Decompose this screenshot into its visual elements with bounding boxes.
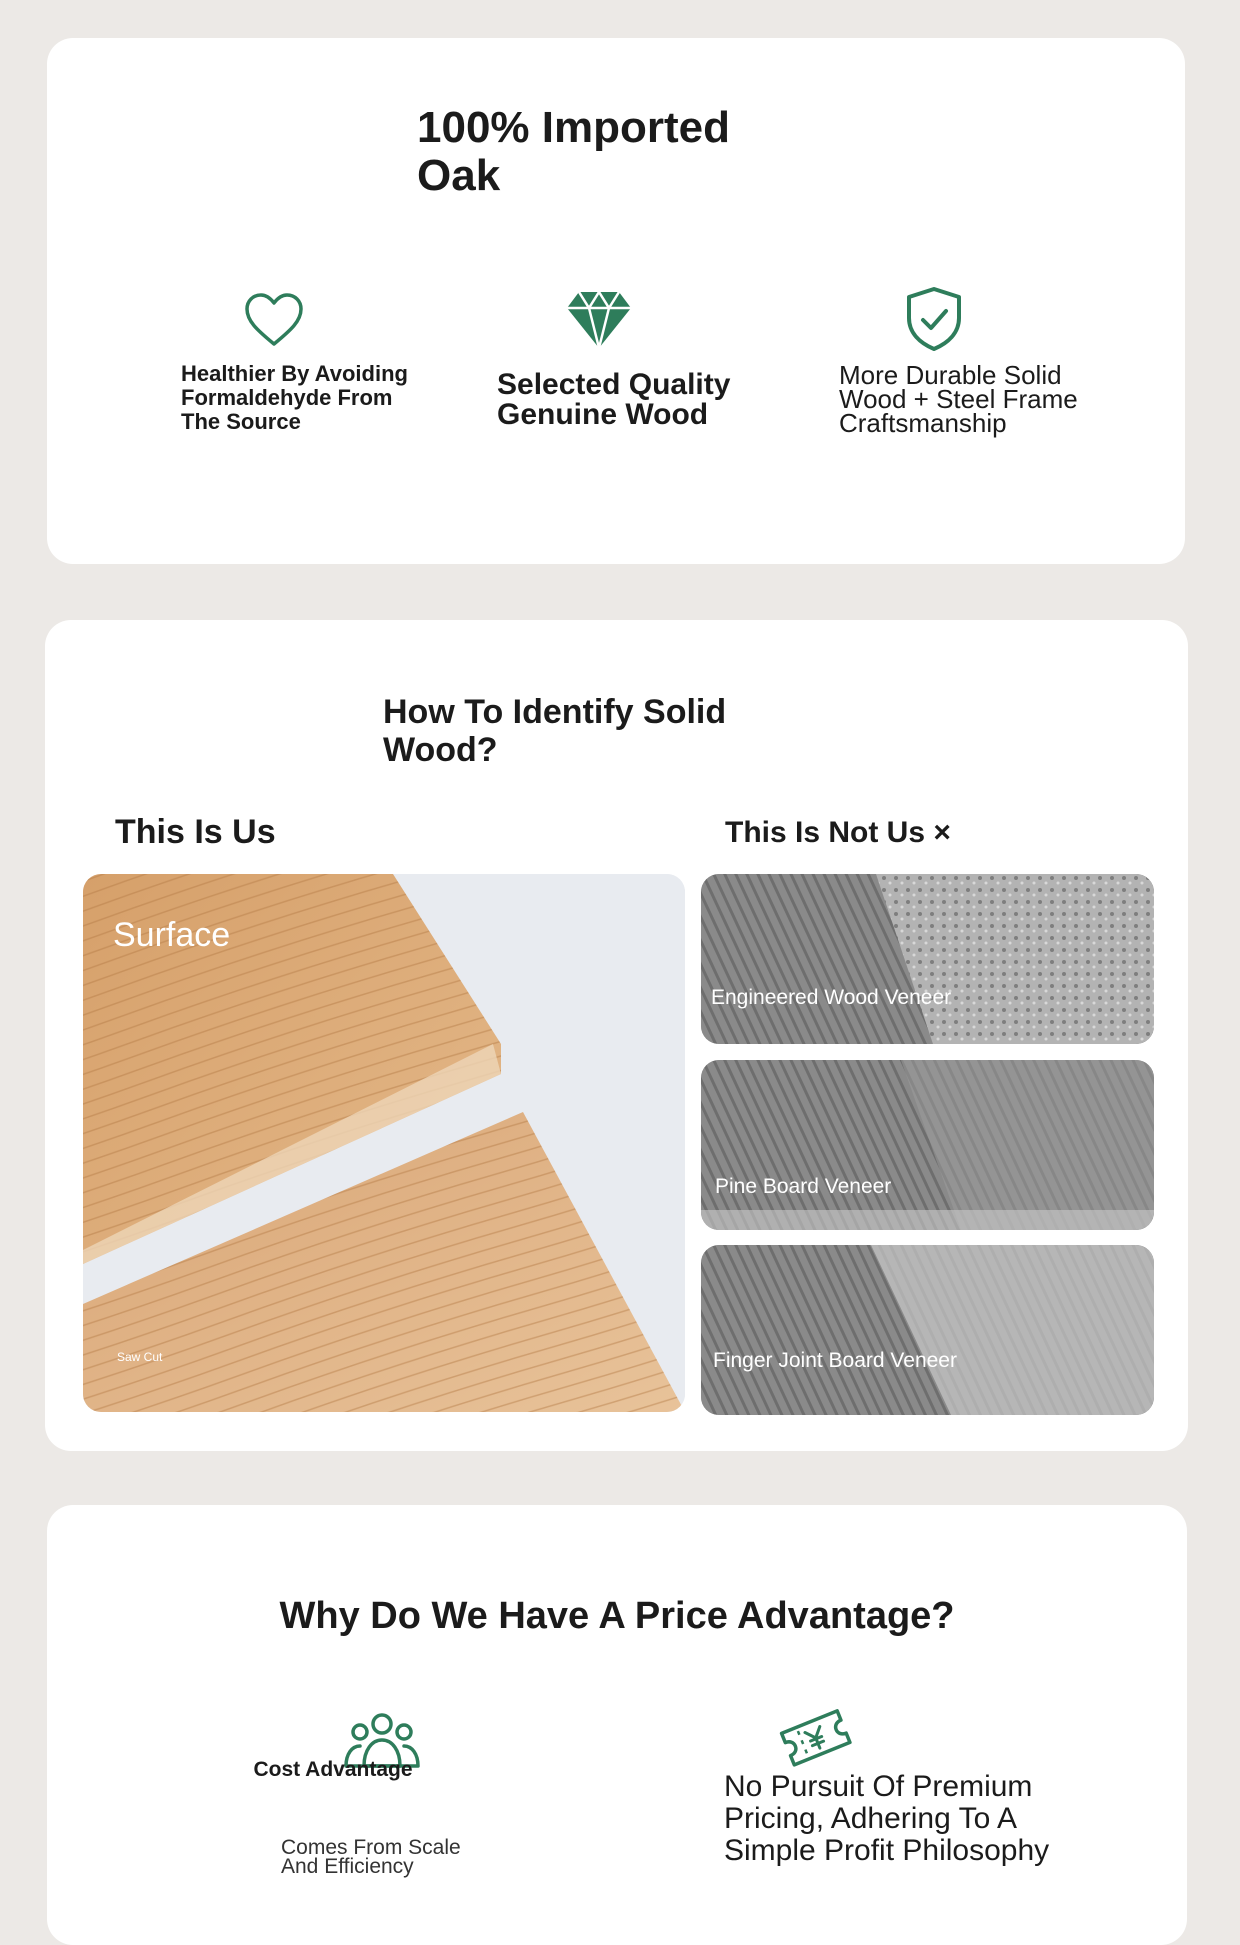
diamond-icon (565, 290, 633, 350)
cost-advantage-desc: Comes From Scale And Efficiency (281, 1836, 461, 1878)
section-title: 100% Imported Oak (417, 103, 730, 200)
cost-advantage-title: Cost Advantage (253, 1758, 413, 1781)
feature-text-durable: More Durable Solid Wood + Steel Frame Craftsmanship (839, 360, 1078, 438)
engineered-wood-photo (701, 874, 1154, 1044)
saw-cut-label: Saw Cut (117, 1350, 163, 1364)
shield-check-icon (905, 286, 963, 352)
section-title: How To Identify Solid Wood? (383, 693, 727, 769)
pine-board-label: Pine Board Veneer (715, 1175, 892, 1198)
identify-solid-wood-card (45, 620, 1188, 1451)
finger-joint-photo (701, 1245, 1154, 1415)
pine-board-illustration (701, 1060, 1154, 1230)
engineered-wood-illustration (701, 874, 1154, 1044)
imported-oak-card (47, 38, 1185, 564)
this-is-us-label: This Is Us (115, 813, 276, 851)
heart-icon (243, 292, 305, 348)
solid-oak-photo (83, 874, 685, 1412)
surface-label: Surface (113, 916, 231, 954)
feature-text-quality: Selected Quality Genuine Wood (497, 368, 731, 431)
premium-pricing-desc: No Pursuit Of Premium Pricing, Adhering To A Simple Profit Philosophy (724, 1770, 1050, 1867)
this-is-not-us-label: This Is Not Us × (725, 816, 951, 849)
finger-joint-label: Finger Joint Board Veneer (713, 1349, 957, 1372)
section-title: Why Do We Have A Price Advantage? (279, 1595, 955, 1637)
price-advantage-card (47, 1505, 1187, 1945)
engineered-wood-label: Engineered Wood Veneer (711, 986, 952, 1009)
finger-joint-illustration (701, 1245, 1154, 1415)
pine-board-photo (701, 1060, 1154, 1230)
ticket-yen-icon (777, 1705, 853, 1767)
feature-text-health: Healthier By Avoiding Formaldehyde From The Source (181, 361, 408, 434)
